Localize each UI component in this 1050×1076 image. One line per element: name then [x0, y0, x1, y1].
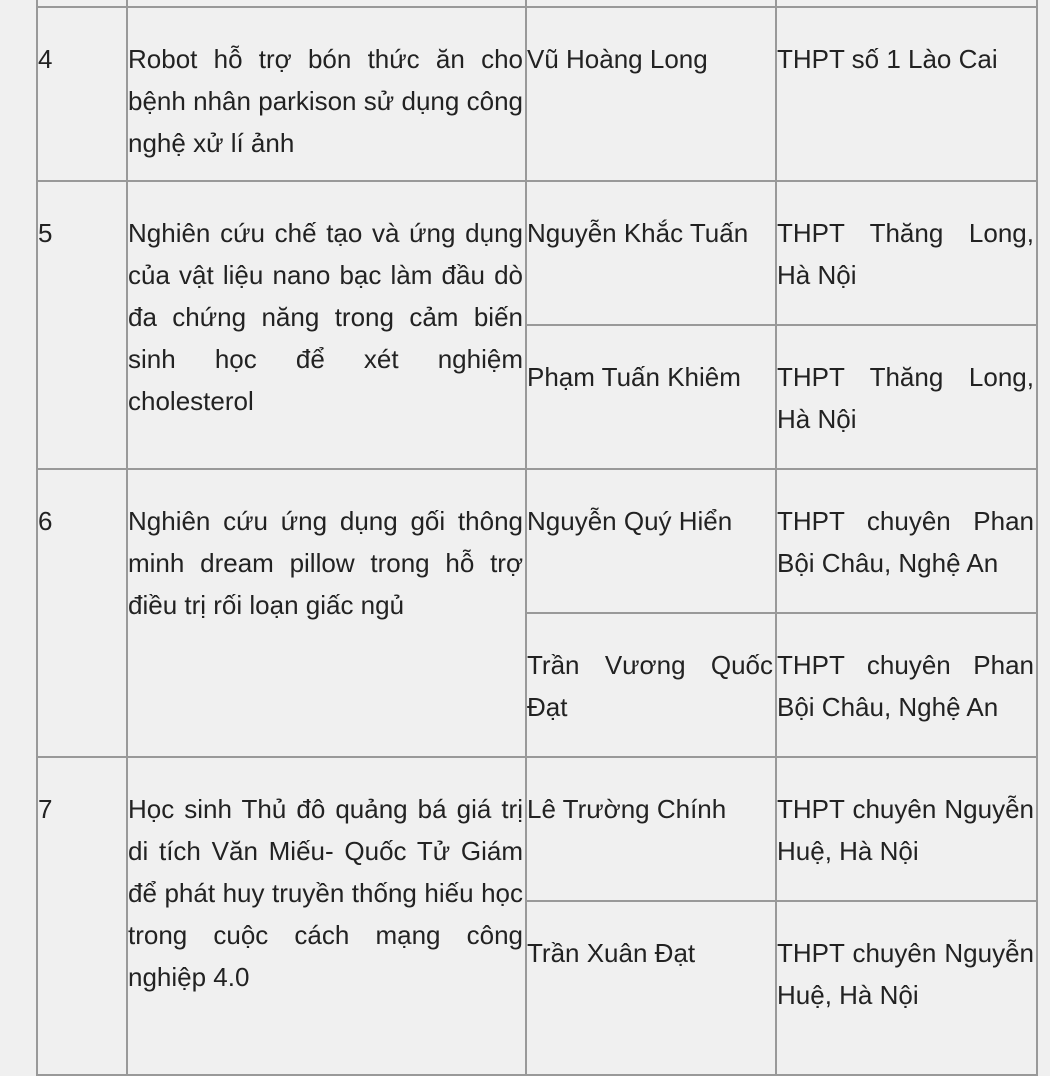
project-title: Nghiên cứu ứng dụng gối thông minh dream pillow trong hỗ trợ điều trị rối loạn giấc ngủ	[127, 469, 526, 757]
cell-partial-name	[526, 0, 776, 7]
school-name: THPT chuyên Nguyễn Huệ, Hà Nội	[776, 757, 1037, 901]
row-number: 7	[37, 757, 127, 1075]
project-title: Học sinh Thủ đô quảng bá giá trị di tích Văn Miếu- Quốc Tử Giám để phát huy truyền thống hiếu học trong cuộc cách mạng công nghiệp 4.0	[127, 757, 526, 1075]
school-name: THPT số 1 Lào Cai	[776, 7, 1037, 181]
school-name: THPT chuyên Phan Bội Châu, Nghệ An	[776, 613, 1037, 757]
student-name: Nguyễn Khắc Tuấn	[526, 181, 776, 325]
student-name: Nguyễn Quý Hiển	[526, 469, 776, 613]
student-name: Lê Trường Chính	[526, 757, 776, 901]
table-row	[37, 757, 1037, 901]
project-title: Robot hỗ trợ bón thức ăn cho bệnh nhân parkison sử dụng công nghệ xử lí ảnh	[127, 7, 526, 181]
school-name: THPT chuyên Phan Bội Châu, Nghệ An	[776, 469, 1037, 613]
student-name: Phạm Tuấn Khiêm	[526, 325, 776, 469]
school-name: THPT Thăng Long, Hà Nội	[776, 325, 1037, 469]
school-name: THPT Thăng Long, Hà Nội	[776, 181, 1037, 325]
cell-partial-title	[127, 0, 526, 7]
table-row	[37, 181, 1037, 325]
awards-table	[36, 0, 1038, 1076]
student-name: Vũ Hoàng Long	[526, 7, 776, 181]
cell-partial-school	[776, 0, 1037, 7]
row-number: 4	[37, 7, 127, 181]
project-title: Nghiên cứu chế tạo và ứng dụng của vật liệu nano bạc làm đầu dò đa chứng năng trong cảm biến sinh học để xét nghiệm cholesterol	[127, 181, 526, 469]
row-number: 5	[37, 181, 127, 469]
row-number: 6	[37, 469, 127, 757]
table-row-partial	[37, 0, 1037, 7]
student-name: Trần Xuân Đạt	[526, 901, 776, 1075]
awards-table-container	[36, 0, 1036, 1076]
school-name: THPT chuyên Nguyễn Huệ, Hà Nội	[776, 901, 1037, 1075]
cell-partial-no	[37, 0, 127, 7]
table-row	[37, 469, 1037, 613]
student-name: Trần Vương Quốc Đạt	[526, 613, 776, 757]
table-row	[37, 7, 1037, 181]
